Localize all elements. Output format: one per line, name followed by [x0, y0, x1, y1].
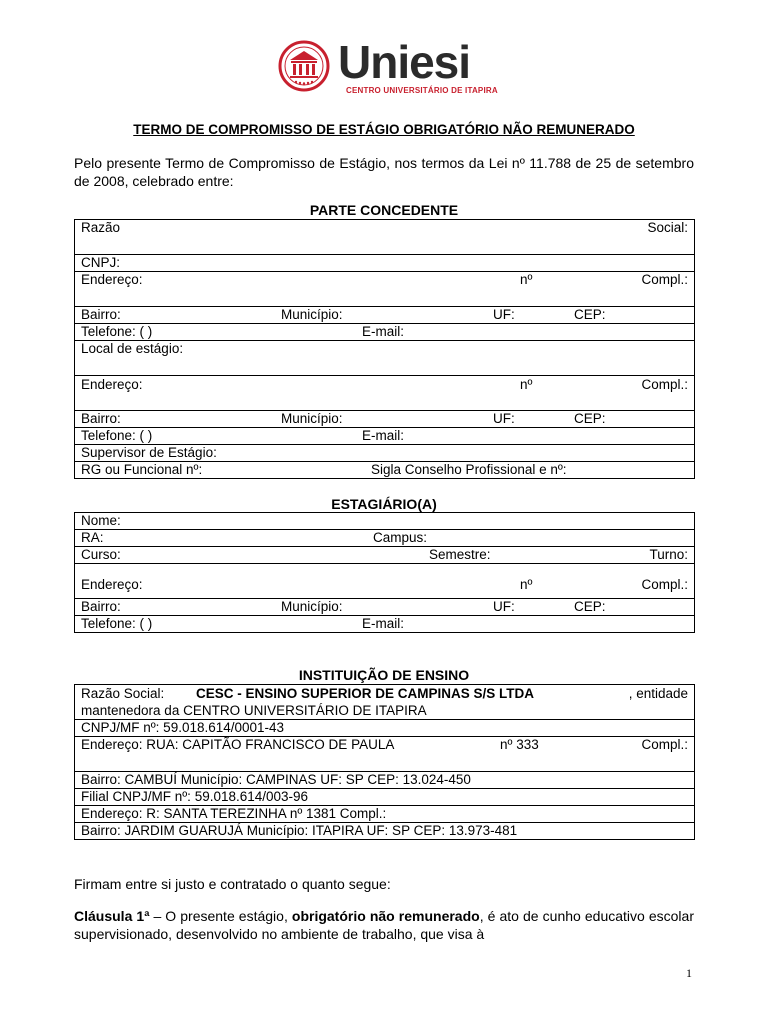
- page-number: 1: [686, 966, 692, 980]
- estagiario-table: [74, 512, 695, 633]
- cnpj-field[interactable]: CNPJ:: [75, 255, 695, 272]
- curso-field[interactable]: Curso: Semestre: Turno:: [75, 547, 695, 564]
- clausula-1-label: Cláusula 1ª: [74, 908, 150, 924]
- brand-name: Uniesi: [338, 36, 471, 88]
- brand-tagline: CENTRO UNIVERSITÁRIO DE ITAPIRA: [346, 86, 498, 95]
- local-estagio-field[interactable]: Local de estágio:: [75, 341, 695, 376]
- inst-filial-cnpj: Filial CNPJ/MF nº: 59.018.614/003-96: [75, 789, 695, 806]
- supervisor-field[interactable]: Supervisor de Estágio:: [75, 445, 695, 462]
- estagiario-telefone-field[interactable]: Telefone: ( ) E-mail:: [75, 616, 695, 633]
- endereco-field[interactable]: Endereço: nº Compl.:: [75, 272, 695, 307]
- inst-endereco-filial: Endereço: R: SANTA TEREZINHA nº 1381 Compl.:: [75, 806, 695, 823]
- local-endereco-field[interactable]: Endereço: nº Compl.:: [75, 376, 695, 411]
- university-emblem-icon: [278, 40, 330, 92]
- estagiario-endereco-field[interactable]: Endereço: nº Compl.:: [75, 564, 695, 599]
- inst-cnpj: CNPJ/MF nº: 59.018.614/0001-43: [75, 720, 695, 737]
- concedente-heading: PARTE CONCEDENTE: [309, 202, 459, 218]
- bairro-field[interactable]: Bairro: Município: UF: CEP:: [75, 307, 695, 324]
- intro-paragraph: Pelo presente Termo de Compromisso de Estágio, nos termos da Lei nº 11.788 de 25 de setembro de 2008, celebrado entre:: [74, 155, 694, 189]
- inst-razao-social: Razão Social: CESC - ENSINO SUPERIOR DE CAMPINAS S/S LTDA , entidade mantenedora da CENTRO UNIVERSITÁRIO DE ITAPIRA: [75, 685, 695, 720]
- local-bairro-field[interactable]: Bairro: Município: UF: CEP:: [75, 411, 695, 428]
- nome-field[interactable]: Nome:: [75, 513, 695, 530]
- ra-field[interactable]: RA: Campus:: [75, 530, 695, 547]
- firmam-paragraph: Firmam entre si justo e contratado o quanto segue:: [74, 876, 391, 892]
- inst-endereco: Endereço: RUA: CAPITÃO FRANCISCO DE PAULA nº 333 Compl.:: [75, 737, 695, 772]
- estagiario-heading: ESTAGIÁRIO(A): [331, 496, 437, 512]
- telefone-field[interactable]: Telefone: ( ) E-mail:: [75, 324, 695, 341]
- rg-field[interactable]: RG ou Funcional nº: Sigla Conselho Profissional e nº:: [75, 462, 695, 479]
- local-telefone-field[interactable]: Telefone: ( ) E-mail:: [75, 428, 695, 445]
- uniesi-logo: [278, 36, 498, 102]
- estagiario-bairro-field[interactable]: Bairro: Município: UF: CEP:: [75, 599, 695, 616]
- concedente-table: [74, 219, 695, 479]
- instituicao-heading: INSTITUIÇÃO DE ENSINO: [298, 667, 470, 683]
- document-title: TERMO DE COMPROMISSO DE ESTÁGIO OBRIGATÓRIO NÃO REMUNERADO: [133, 122, 635, 137]
- razao-social-field[interactable]: Razão Social:: [75, 220, 695, 255]
- inst-bairro-filial: Bairro: JARDIM GUARUJÁ Município: ITAPIRA UF: SP CEP: 13.973-481: [75, 823, 695, 840]
- clausula-1-paragraph: Cláusula 1ª – O presente estágio, obrigatório não remunerado, é ato de cunho educativo escolar supervisionado, desenvolvido no ambiente de trabalho, que visa à: [74, 908, 694, 942]
- instituicao-table: [74, 684, 695, 840]
- inst-bairro: Bairro: CAMBUÍ Município: CAMPINAS UF: SP CEP: 13.024-450: [75, 772, 695, 789]
